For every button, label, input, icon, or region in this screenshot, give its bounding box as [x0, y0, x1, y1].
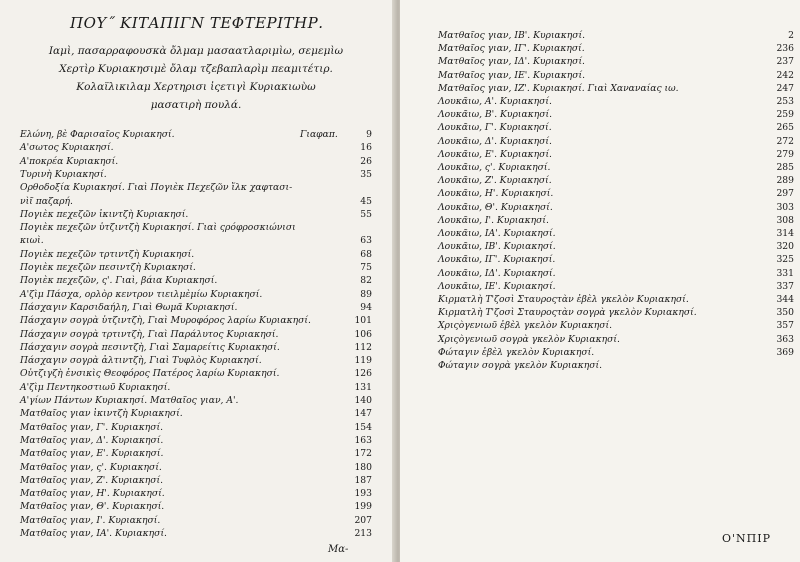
- index-entry: [438, 334, 794, 347]
- index-entry: [20, 142, 372, 155]
- entry-title: Α'γίων Πάντων Κυριακησί. Ματθαῖος γιαν, Α'.: [20, 395, 239, 406]
- entry-page-number: 253: [776, 96, 794, 107]
- index-entry: [438, 70, 794, 83]
- entry-title: Φώταγιν ἐβὲλ γκελὸν Κυριακησί.: [438, 346, 595, 358]
- entry-page-number: 357: [776, 320, 794, 332]
- index-entry: [438, 202, 794, 215]
- index-entry: [20, 342, 372, 355]
- entry-page-number: 119: [354, 355, 372, 367]
- entry-page-number: 172: [354, 448, 372, 460]
- entry-title: Λουκᾶιω, ΙΕ'. Κυριακησί.: [438, 280, 556, 292]
- entry-title: Πογιὲκ πεχεζῶν πεσιντζὴ Κυριακησί.: [20, 262, 196, 273]
- entry-title: Ματθαῖος γιαν, Ζ'. Κυριακησί.: [20, 474, 164, 486]
- entry-title: Πάσχαγιν σογρὰ πεσιντζὴ, Γιαὶ Σαμαρείτις Κυριακησί.: [20, 341, 280, 353]
- index-entry: [438, 347, 794, 360]
- intro-line: Κολαϊλικιλαμ Χερτηρισι ἰςετιγὶ Κυριακιωὺω: [76, 81, 316, 93]
- entry-title: Ματθαῖος γιαν, ς'. Κυριακησί.: [20, 461, 162, 473]
- entry-page-number: 289: [776, 175, 794, 187]
- entry-title: Λουκᾶιω, Β'. Κυριακησί.: [438, 109, 553, 121]
- signature-mark: Ο'ΝΠΙΡ: [722, 532, 772, 545]
- entry-title: Α'ζὶμ Πάσχα, ορλὸρ κεντρον τιειλμὲμίω Κυριακησί.: [20, 288, 263, 300]
- index-entry: [438, 188, 794, 201]
- entry-title: Λουκᾶιω, ΙΓ'. Κυριακησί.: [438, 254, 556, 266]
- entry-page-number: 112: [354, 341, 372, 353]
- entry-title: Ματθαῖος γιαν, Δ'. Κυριακησί.: [20, 434, 164, 446]
- entry-page-number: 163: [354, 434, 372, 446]
- entry-title: Ματθαῖος γιαν, ΙΒ'. Κυριακησί.: [438, 30, 586, 41]
- entry-title: Λουκᾶιω, Α'. Κυριακησί.: [438, 96, 552, 107]
- entry-page-number: 314: [776, 228, 794, 239]
- entry-title: Α'σωτος Κυριακησί.: [20, 142, 114, 154]
- entry-title: Φώταγιν σογρὰ γκελὸν Κυριακησί.: [438, 360, 603, 371]
- index-entry: [438, 175, 794, 188]
- entry-title: Α'ποκρέα Κυριακησί.: [20, 155, 119, 167]
- entry-title: Α'ζὶμ Πεντηκοστιωῦ Κυριακησί.: [20, 381, 171, 393]
- entry-page-number: 213: [354, 528, 372, 539]
- entry-page-number: 320: [776, 241, 794, 253]
- entry-page-number: 325: [776, 254, 794, 266]
- index-entry: [20, 448, 372, 461]
- entry-page-number: 308: [776, 214, 794, 226]
- index-entry: [20, 169, 372, 182]
- entry-page-number: 147: [354, 408, 372, 420]
- index-entry: [20, 488, 372, 501]
- entry-title: Πάσχαγιν σογρὰ ὑτζιντζὴ, Γιαὶ Μυροφόρος λαρίω Κυριακησί.: [20, 315, 311, 327]
- index-entry: [438, 96, 794, 109]
- index-entry: [20, 501, 372, 514]
- entry-page-number: 193: [354, 488, 372, 500]
- entry-page-number: 82: [360, 275, 372, 287]
- index-entry: [438, 109, 794, 122]
- entry-page-number: 45: [360, 195, 372, 207]
- index-entry: [438, 294, 794, 307]
- entry-title: Κιρματλὴ Τ'ζοσὶ Σταυροςτὰν σογρὰ γκελὸν Κυριακησί.: [438, 307, 697, 319]
- entry-title: Οὐτζιγζὴ ἐνσικὶς Θεοφόρος Πατέρος λαρίω Κυριακησί.: [20, 368, 280, 380]
- index-entry: [20, 222, 372, 235]
- entry-title: Πάσχαγιν Καρσιδαήλη, Γιαὶ Θωμᾶ Κυριακησί.: [20, 301, 238, 313]
- entry-title: Λουκᾶιω, ΙΑ'. Κυριακησί.: [438, 228, 556, 239]
- entry-reading: Γιαφαπ.: [300, 129, 338, 140]
- entry-title: Ματθαῖος γιαν, ΙΕ'. Κυριακησί.: [438, 69, 586, 81]
- entry-page-number: 2: [788, 30, 794, 41]
- entry-page-number: 180: [354, 461, 372, 473]
- entry-page-number: 331: [776, 267, 794, 279]
- index-entry: [438, 254, 794, 267]
- entry-page-number: 55: [360, 208, 372, 220]
- entry-page-number: 369: [776, 346, 794, 358]
- index-entry: [438, 149, 794, 162]
- entry-page-number: 207: [354, 514, 372, 526]
- entry-page-number: 126: [354, 368, 372, 380]
- intro-line: Ιαμὶ, πασαρραφουσκὰ ὄλμαμ μασαατλαριμὶω, σεμεμὶω: [48, 45, 344, 57]
- entry-title: Λουκᾶιω, ς'. Κυριακησί.: [438, 162, 551, 173]
- index-entry: [20, 302, 372, 315]
- entry-title: Ματθαῖος γιαν, ΙΔ'. Κυριακησί.: [438, 56, 585, 68]
- entry-title: Ματθαῖος γιαν, ΙΑ'. Κυριακησί.: [20, 528, 167, 539]
- entry-page-number: 131: [354, 381, 372, 393]
- index-entry: [438, 360, 794, 373]
- entry-page-number: 75: [360, 262, 372, 273]
- index-entry: [20, 462, 372, 475]
- entry-title: Χριςὸγενιωῦ σογρὰ γκελὸν Κυριακησί.: [438, 333, 620, 345]
- entry-page-number: 101: [354, 315, 372, 327]
- entry-title: Πογιὲκ πεχεζῶν τρτιντζὴ Κυριακησί.: [20, 248, 195, 260]
- entry-page-number: 236: [776, 43, 794, 55]
- intro-line: Χερτὶρ Κυριακησιμὲ ὄλαμ τζεβαπλαρὶμ πεαμιτέτιρ.: [59, 63, 333, 75]
- entry-page-number: 279: [776, 148, 794, 160]
- entry-title: Λουκᾶιω, Ι'. Κυριακησί.: [438, 214, 549, 226]
- entry-title: Ματθαῖος γιαν, Θ'. Κυριακησί.: [20, 501, 165, 513]
- entry-page-number: 344: [776, 294, 794, 305]
- entry-page-number: 16: [360, 142, 372, 154]
- index-entry: [20, 355, 372, 368]
- catchword: Μα-: [328, 544, 349, 555]
- entry-page-number: 89: [360, 288, 372, 300]
- entry-page-number: 337: [776, 280, 794, 292]
- index-entry: [438, 162, 794, 175]
- entry-page-number: 199: [354, 501, 372, 513]
- entry-page-number: 63: [360, 235, 372, 247]
- entry-title: Λουκᾶιω, Ε'. Κυριακησί.: [438, 148, 552, 160]
- entry-title: Ορθοδοξία Κυριακησί. Γιαὶ Πογιὲκ Πεχεζῶν ἵλκ χαφτασι-: [20, 182, 293, 194]
- index-entry: [20, 235, 372, 248]
- entry-page-number: 106: [354, 328, 372, 340]
- index-entry: [438, 228, 794, 241]
- index-entry: [20, 528, 372, 541]
- intro-paragraph: [6, 42, 386, 114]
- entry-title: Λουκᾶιω, Ζ'. Κυριακησί.: [438, 175, 552, 187]
- intro-line: μασατιρὴ πουλά.: [150, 99, 242, 111]
- entry-title: Ματθαῖος γιαν, Η'. Κυριακησί.: [20, 488, 165, 500]
- index-entry: [20, 249, 372, 262]
- entry-title: Ματθαῖος γιαν ἰκιντζὴ Κυριακησί.: [20, 408, 183, 420]
- index-entry: [438, 56, 794, 69]
- entry-title: Πάσχαγιν σογρὰ ἀλτιντζὴ, Γιαὶ Τυφλὸς Κυριακησί.: [20, 355, 262, 367]
- index-entry: [20, 262, 372, 275]
- entry-title: Πάσχαγιν σογρὰ τρτιντζὴ, Γιαὶ Παράλυτος Κυριακησί.: [20, 328, 279, 340]
- index-entry: [438, 30, 794, 43]
- entry-page-number: 265: [776, 122, 794, 134]
- entry-title: Λουκᾶιω, Δ'. Κυριακησί.: [438, 135, 552, 147]
- entry-page-number: 285: [776, 162, 794, 173]
- entry-title: Τυρινὴ Κυριακησί.: [20, 168, 107, 180]
- index-entry: [20, 129, 372, 142]
- entry-page-number: 154: [354, 421, 372, 433]
- entry-title: Πογιὲκ πεχεζῶν ὑτζιντζὴ Κυριακησί. Γιαὶ ςρόφροσκιώνισι: [20, 222, 296, 234]
- entry-title: Ελώνη, βὲ Φαρισαῖος Κυριακησί.: [20, 129, 175, 140]
- index-entry: [438, 268, 794, 281]
- index-entry: [20, 395, 372, 408]
- entry-title: Λουκᾶιω, Γ'. Κυριακησί.: [438, 122, 552, 134]
- index-entry: [20, 382, 372, 395]
- entry-page-number: 363: [776, 333, 794, 345]
- entry-page-number: 140: [354, 395, 372, 406]
- index-entry: [438, 43, 794, 56]
- entry-page-number: 237: [776, 56, 794, 68]
- entry-title: Κιρματλὴ Τ'ζοσὶ Σταυροςτὰν ἐβὲλ γκελὸν Κυριακησί.: [438, 294, 689, 305]
- index-entry: [20, 182, 372, 195]
- index-entry: [438, 320, 794, 333]
- index-entry: [20, 435, 372, 448]
- entry-title: κιωὶ.: [20, 235, 44, 247]
- left-page: [0, 0, 397, 562]
- index-entry: [438, 215, 794, 228]
- entry-page-number: 259: [776, 109, 794, 121]
- index-entry: [438, 241, 794, 254]
- entry-page-number: 247: [776, 82, 794, 94]
- entry-page-number: 242: [776, 69, 794, 81]
- entry-page-number: 35: [360, 168, 372, 180]
- index-entry: [20, 315, 372, 328]
- entry-title: Ματθαῖος γιαν, ΙΓ'. Κυριακησί.: [438, 43, 585, 55]
- entry-title: Λουκᾶιω, ΙΔ'. Κυριακησί.: [438, 267, 556, 279]
- entry-title: Λουκᾶιω, Η'. Κυριακησί.: [438, 188, 554, 200]
- entry-page-number: 26: [360, 155, 372, 167]
- entry-page-number: 9: [366, 129, 372, 140]
- index-entry: [20, 289, 372, 302]
- index-entry: [20, 408, 372, 421]
- index-entry: [20, 422, 372, 435]
- index-entry: [438, 136, 794, 149]
- index-entry: [20, 515, 372, 528]
- index-entry: [438, 307, 794, 320]
- entry-title: Ματθαῖος γιαν, Γ'. Κυριακησί.: [20, 421, 164, 433]
- entry-page-number: 187: [354, 474, 372, 486]
- index-entry: [20, 329, 372, 342]
- entry-page-number: 272: [776, 135, 794, 147]
- entry-title: Λουκᾶιω, ΙΒ'. Κυριακησί.: [438, 241, 556, 253]
- entry-page-number: 94: [360, 301, 372, 313]
- index-entry: [20, 209, 372, 222]
- index-entry: [20, 196, 372, 209]
- entry-title: Ματθαῖος γιαν, Ι'. Κυριακησί.: [20, 514, 161, 526]
- entry-title: Ματθαῖος γιαν, ΙΖ'. Κυριακησί. Γιαὶ Χαναναίας ιω.: [438, 82, 679, 94]
- entry-title: Ματθαῖος γιαν, Ε'. Κυριακησί.: [20, 448, 164, 460]
- entry-page-number: 68: [360, 248, 372, 260]
- right-page: [400, 0, 800, 562]
- index-entry: [438, 122, 794, 135]
- index-entry: [20, 475, 372, 488]
- entry-title: Λουκᾶιω, Θ'. Κυριακησί.: [438, 201, 553, 213]
- entry-title: Πογιὲκ πεχεζῶν ἰκιντζὴ Κυριακησί.: [20, 208, 189, 220]
- index-entry: [20, 275, 372, 288]
- page-header: ΠΟΥ˝ ΚΙΤΑΠΙΓΝ ΤΕΦΤΕΡΙΤΗΡ.: [70, 14, 324, 32]
- entry-page-number: 303: [776, 201, 794, 213]
- entry-page-number: 350: [776, 307, 794, 319]
- entry-title: νὶῖ παζαρή.: [20, 195, 73, 207]
- index-entry: [20, 368, 372, 381]
- index-entry: [20, 156, 372, 169]
- entry-title: Πογιὲκ πεχεζῶν, ς'. Γιαὶ, βάια Κυριακησί.: [20, 275, 218, 287]
- index-entry: [438, 281, 794, 294]
- entry-title: Χριςὸγενιωῦ ἐβὲλ γκελὸν Κυριακησί.: [438, 320, 613, 332]
- index-entry: [438, 83, 794, 96]
- entry-page-number: 297: [776, 188, 794, 200]
